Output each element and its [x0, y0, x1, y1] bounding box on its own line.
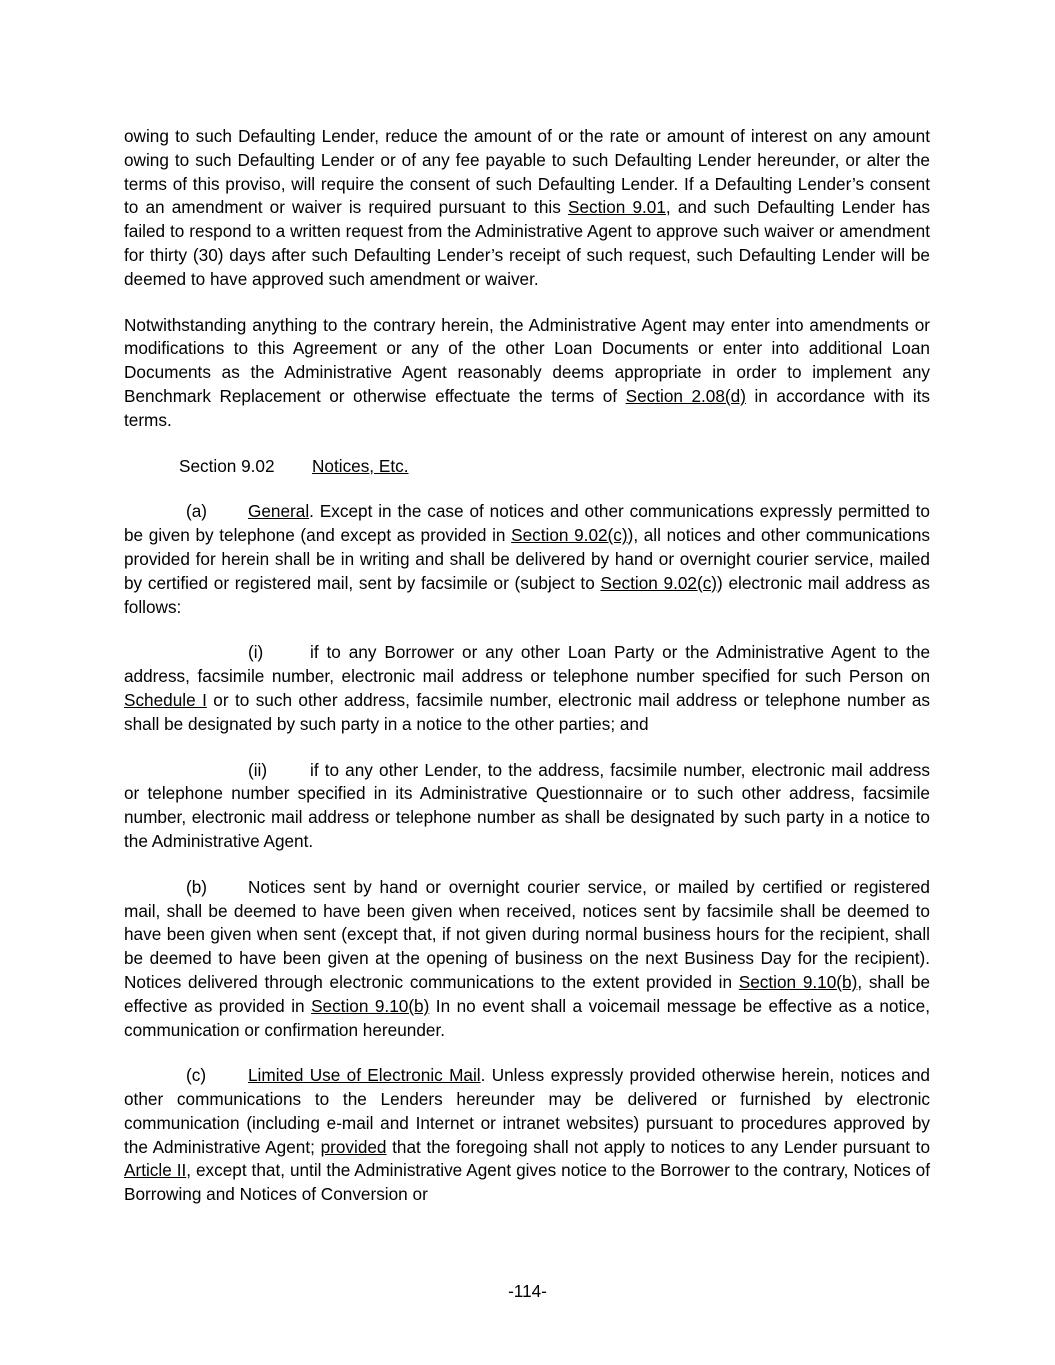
section-number: Section 9.02: [179, 455, 275, 476]
cross-reference: Section 9.02(c): [511, 525, 628, 546]
clause-label: (i): [248, 642, 264, 663]
cross-reference: Article II: [124, 1160, 187, 1181]
page-number: -114-: [508, 1281, 547, 1301]
cross-reference: Schedule I: [124, 689, 207, 710]
cross-reference: Section 9.10(b): [738, 971, 858, 992]
cross-reference: Section 9.01: [568, 197, 666, 218]
section-heading: [124, 455, 930, 479]
proviso-term: provided: [320, 1136, 387, 1157]
paragraph-label: (b): [186, 876, 208, 897]
clause-label: (ii): [248, 759, 268, 780]
paragraph-c-electronic-mail: (c) Limited Use of Electronic Mail. Unless expressly provided otherwise herein, notices and other communications to the Lenders hereunder may be delivered or furnished by electronic communication (including e-mail and Internet or intranet websites) pursuant to procedures approved by the Administrative Agent; provided that the foregoing shall not apply to notices to any Lender pursuant to Article II, except that, until the Administrative Agent gives notice to the Borrower to the contrary, Notices of Borrowing and Notices of Conversion or: [124, 1065, 931, 1205]
cross-reference: Section 9.10(b): [311, 995, 430, 1016]
paragraph-heading: General: [248, 501, 310, 522]
cross-reference: Section 9.02(c): [600, 572, 718, 593]
paragraph-label: (c): [186, 1065, 207, 1086]
clause-i: (i) if to any Borrower or any other Loan Party or the Administrative Agent to the address, facsimile number, electronic mail address or telephone number specified for such Person on Schedule I or to such other address, facsimile number, electronic mail address or telephone number as shall be designated by such party in a notice to the other parties; and: [124, 642, 930, 734]
paragraph-defaulting-lender: owing to such Defaulting Lender, reduce the amount of or the rate or amount of interest on any amount owing to such Defaulting Lender or of any fee payable to such Defaulting Lender hereunder, or alter the terms of this proviso, will require the consent of such Defaulting Lender. If a Defaulting Lender’s consent to an amendment or waiver is required pursuant to this Section 9.01, and such Defaulting Lender has failed to respond to a written request from the Administrative Agent to approve such waiver or amendment for thirty (30) days after such Defaulting Lender’s receipt of such request, such Defaulting Lender will be deemed to have approved such amendment or waiver.: [124, 126, 930, 289]
section-title: Notices, Etc.: [312, 455, 409, 476]
page-body: [124, 125, 930, 1207]
cross-reference: Section 2.08(d): [625, 385, 746, 406]
paragraph-benchmark-replacement: Notwithstanding anything to the contrary herein, the Administrative Agent may enter into amendments or modifications to this Agreement or any of the other Loan Documents or enter into additional Loan Documents as the Administrative Agent reasonably deems appropriate in order to implement any Benchmark Replacement or otherwise effectuate the terms of Section 2.08(d) in accordance with its terms.: [124, 314, 931, 430]
paragraph-label: (a): [186, 501, 208, 522]
paragraph-heading: Limited Use of Electronic Mail: [248, 1065, 481, 1086]
paragraph-a-general: (a) General. Except in the case of notices and other communications expressly permitted to be given by telephone (and except as provided in Section 9.02(c)), all notices and other communications provided for herein shall be in writing and shall be delivered by hand or overnight courier service, mailed by certified or registered mail, sent by facsimile or (subject to Section 9.02(c)) electronic mail address as follows:: [124, 501, 931, 617]
clause-ii: (ii) if to any other Lender, to the address, facsimile number, electronic mail address or telephone number specified in its Administrative Questionnaire or to such other address, facsimile number, electronic mail address or telephone number as shall be designated by such party in a notice to the Administrative Agent.: [124, 759, 930, 851]
paragraph-b: (b) Notices sent by hand or overnight courier service, or mailed by certified or registered mail, shall be deemed to have been given when received, notices sent by facsimile shall be deemed to have been given when sent (except that, if not given during normal business hours for the recipient, shall be deemed to have been given at the opening of business on the next Business Day for the recipient). Notices delivered through electronic communications to the extent provided in Section 9.10(b), shall be effective as provided in Section 9.10(b) In no event shall a voicemail message be effective as a notice, communication or confirmation hereunder.: [124, 876, 931, 1040]
